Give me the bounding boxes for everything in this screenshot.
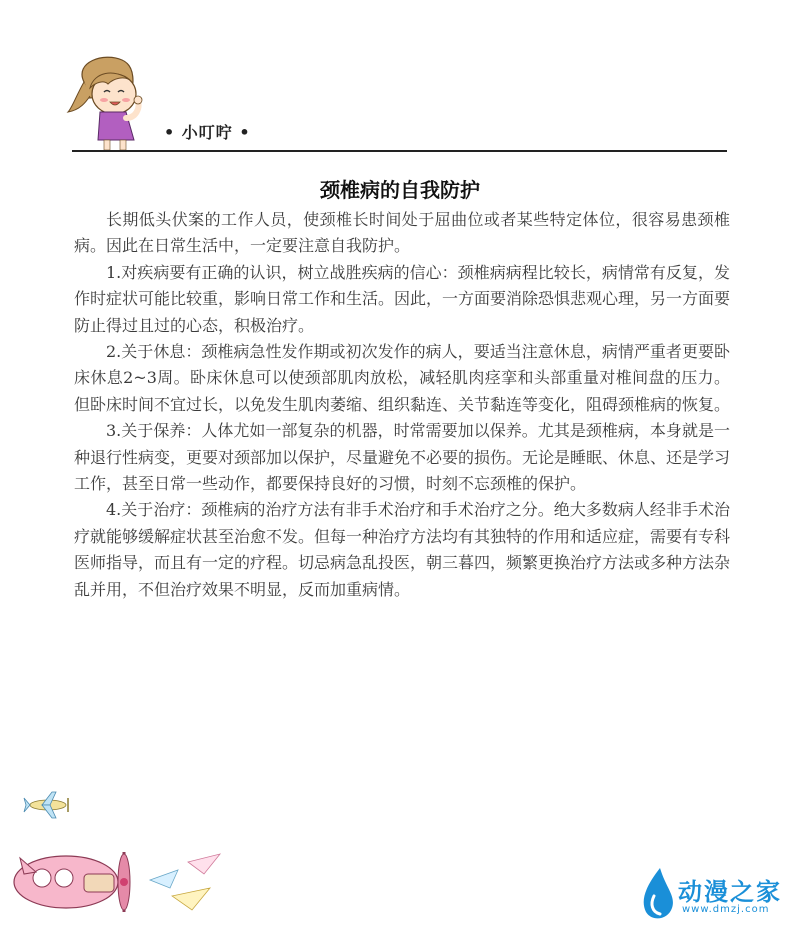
cartoon-girl-illustration — [64, 52, 156, 152]
paragraph-1: 1.对疾病要有正确的认识，树立战胜疾病的信心：颈椎病病程比较长，病情常有反复，发作时症状可能比较重，影响日常工作和生活。因此，一方面要消除恐惧悲观心理，另一方面要防止得过且过的心态，积极治疗。 — [74, 262, 731, 335]
pink-airplane-illustration — [6, 838, 146, 920]
watermark-name: 动漫之家 — [678, 878, 782, 906]
paragraph-3: 3.关于保养：人体尤如一部复杂的机器，时常需要加以保养。尤其是颈椎病，本身就是一种退行性病变，更要对颈部加以保护，尽量避免不必要的损伤。无论是睡眠、休息、还是学习工作，甚至日常一些动作，都要保持良好的习惯，时刻不忘颈椎的保护。 — [74, 421, 731, 494]
article-body — [74, 207, 730, 603]
header-divider — [72, 150, 727, 152]
watermark-logo — [636, 866, 786, 924]
droplet-logo-icon — [636, 866, 678, 922]
small-airplane-illustration — [18, 790, 80, 820]
paragraph-intro: 长期低头伏案的工作人员，使颈椎长时间处于屈曲位或者某些特定体位，很容易患颈椎病。因此在日常生活中，一定要注意自我防护。 — [74, 210, 730, 256]
section-label: • 小叮咛 • — [164, 123, 251, 142]
paragraph-4: 4.关于治疗：颈椎病的治疗方法有非手术治疗和手术治疗之分。绝大多数病人经非手术治疗就能够缓解症状甚至治愈不发。但每一种治疗方法均有其独特的作用和适应症，需要有专科医师指导，而且有一定的疗程。切忌病急乱投医，朝三暮四，频繁更换治疗方法或多种方法杂乱并用，不但治疗效果不明显，反而加重病情。 — [74, 500, 731, 599]
watermark-url: www.dmzj.com — [682, 904, 770, 915]
article-title: 颈椎病的自我防护 — [320, 178, 480, 202]
paragraph-2: 2.关于休息：颈椎病急性发作期或初次发作的病人，要适当注意休息，病情严重者更要卧床休息2~3周。卧床休息可以使颈部肌肉放松，减轻肌肉痉挛和头部重量对椎间盘的压力。但卧床时间不宜过长，以免发生肌肉萎缩、组织黏连、关节黏连等变化，阻碍颈椎病的恢复。 — [74, 342, 731, 414]
paper-planes-illustration — [148, 852, 224, 912]
